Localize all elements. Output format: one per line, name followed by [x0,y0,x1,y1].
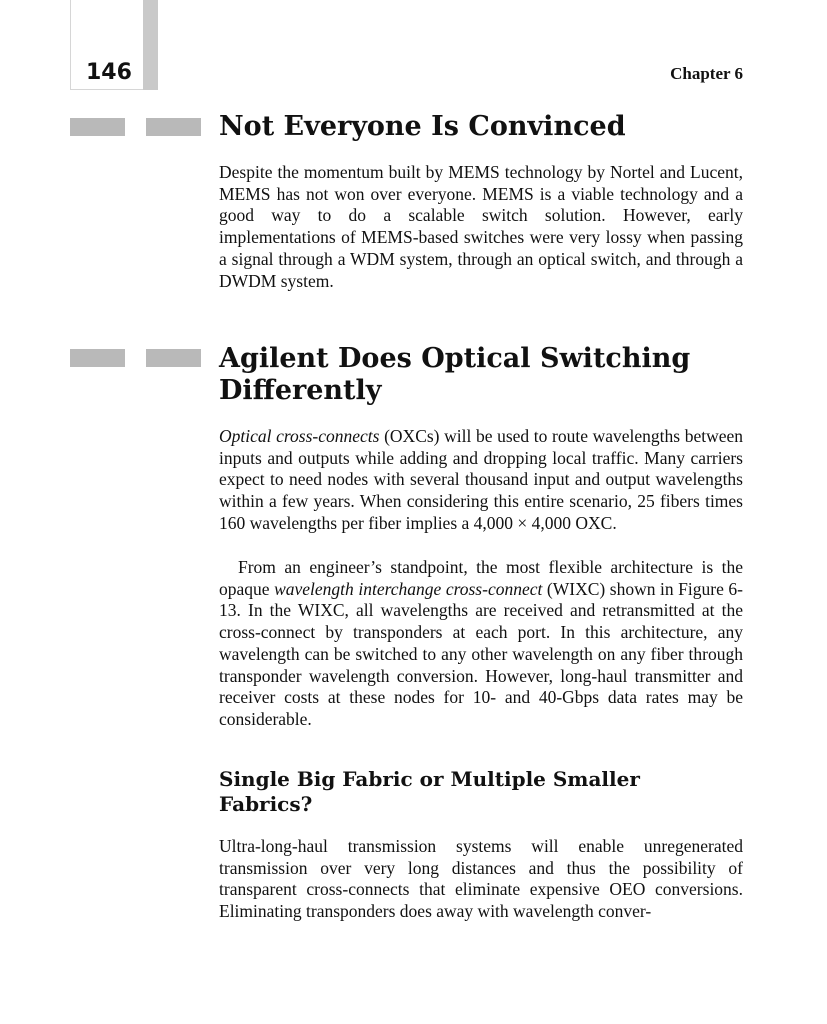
section-heading-not-everyone: Not Everyone Is Convinced [219,111,626,142]
page-number-bar [143,0,158,90]
section-marker-right [146,118,201,136]
paragraph-wixc [219,557,743,731]
term-wixc: wavelength interchange cross-connect [274,578,543,599]
paragraph-mems: Despite the momentum built by MEMS technology by Nortel and Lucent, MEMS has not won over everyone. MEMS is a viable technology and a good way to do a scalable switch solution. However, early implementations of MEMS-based switches were very lossy when passing a signal through a WDM system, through an optical switch, and through a DWDM system. [219,162,743,291]
page-number: 146 [86,60,132,85]
section-marker-left [70,349,125,367]
section-marker-right [146,349,201,367]
chapter-label: Chapter 6 [670,64,743,83]
paragraph-oxc [219,426,743,535]
paragraph-ultra-long-haul: Ultra-long-haul transmission systems will enable unregenerated transmission over very long distances and thus the possibility of transparent cross-connects that eliminate expensive OEO conversions. Eliminating transponders does away with wavelength conver- [219,836,743,922]
paragraph-oxc-text: (OXCs) will be used to route wavelengths between inputs and outputs while adding and dropping local traffic. Many carriers expect to need nodes with several thousand input and output wavelengths within a few years. When considering this entire scenario, 25 fibers times 160 wavelengths per fiber implies a 4,000 × 4,000 OXC. [219,426,743,533]
paragraph-wixc-body: (WIXC) shown in Figure 6-13. In the WIXC, all wavelengths are received and retransmitted at the cross-connect by transponders at each port. In this architecture, any wavelength can be switched to any other wavelength on any fiber through transponder wavelength conversion. However, long-haul transmitter and receiver costs at these nodes for 10- and 40-Gbps data rates may be considerable. [219,578,743,729]
section-marker-left [70,118,125,136]
term-optical-cross-connects: Optical cross-connects [219,426,380,446]
paragraph-wixc-intro: From an engineer’s standpoint, the most flexible architecture is the opaque [219,557,743,599]
section-heading-agilent: Agilent Does Optical Switching Differently [219,343,691,406]
subsection-heading-fabric: Single Big Fabric or Multiple Smaller Fabrics? [219,767,640,816]
